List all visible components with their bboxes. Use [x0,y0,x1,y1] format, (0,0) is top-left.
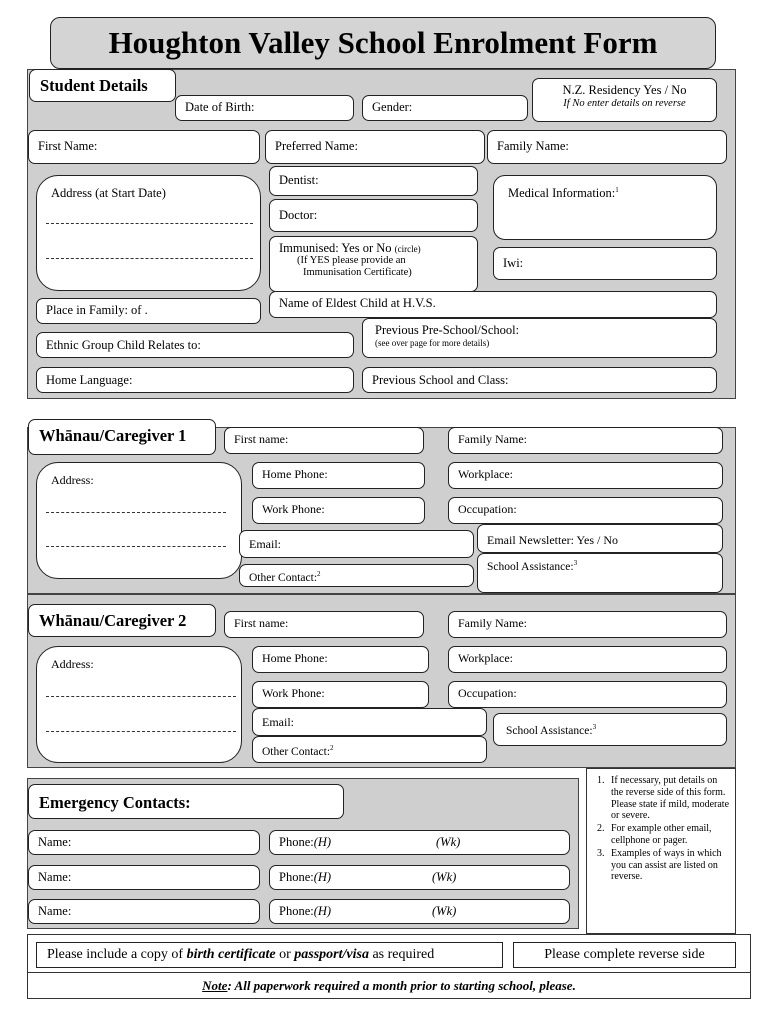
cg1-email-field[interactable]: Email: [239,530,474,558]
cg2-other-contact-field[interactable] [252,736,487,763]
reverse-notice: Please complete reverse side [513,942,736,968]
family-name-field[interactable]: Family Name: [487,130,727,164]
ethnic-group-field[interactable]: Ethnic Group Child Relates to: [36,332,354,358]
cg2-family-name-field[interactable]: Family Name: [448,611,727,638]
place-in-family-field[interactable]: Place in Family: of . [36,298,261,324]
immunised-note: Immunisation Certificate) [303,267,412,279]
emergency-heading: Emergency Contacts: [28,784,344,819]
previous-school-field[interactable] [362,318,717,358]
home-phone-label: (H) [313,904,332,918]
cg1-work-phone-field[interactable]: Work Phone: [252,497,425,524]
dentist-field[interactable]: Dentist: [269,166,478,196]
cg1-address-label: Address: [51,473,94,487]
footnote-ref: 2 [330,744,334,752]
phone-label: Phone: [279,904,314,918]
cg1-workplace-field[interactable]: Workplace: [448,462,723,489]
address-line [46,223,253,224]
cg1-home-phone-field[interactable]: Home Phone: [252,462,425,489]
preferred-name-field[interactable]: Preferred Name: [265,130,485,164]
phone-label: Phone: [279,835,314,849]
cg1-occupation-field[interactable]: Occupation: [448,497,723,524]
caregiver1-heading: Whānau/Caregiver 1 [28,419,216,455]
cg2-home-phone-field[interactable]: Home Phone: [252,646,429,673]
medical-field[interactable] [493,175,717,240]
home-phone-label: (H) [313,870,332,884]
emergency-phone-field[interactable] [269,830,570,855]
paperwork-note [27,972,751,999]
emergency-name-field[interactable]: Name: [28,830,260,855]
cg2-workplace-field[interactable]: Workplace: [448,646,727,673]
address-line [46,731,236,732]
address-line [46,546,226,547]
residency-note: If No enter details on reverse [563,98,686,109]
emergency-phone-field[interactable] [269,899,570,924]
footnote-ref: 3 [592,723,597,731]
work-phone-label: (Wk) [436,835,461,849]
iwi-field[interactable]: Iwi: [493,247,717,280]
cg2-address-label: Address: [51,657,94,671]
footnote-item: 1. If necessary, put details on the reverse side of this form. Please state if mild, moderate or severe. [597,775,730,822]
medical-label: Medical Information: [508,186,616,201]
footnotes-box [586,768,736,934]
first-name-field[interactable]: First Name: [28,130,260,164]
immunised-note: (If YES please provide an [297,255,406,267]
immunised-label: Immunised: Yes or No (circle) [279,241,421,255]
gender-field[interactable]: Gender: [362,95,528,121]
doctor-field[interactable]: Doctor: [269,199,478,232]
cg2-address-field[interactable] [36,646,242,763]
previous-school-note: (see over page for more details) [375,338,490,348]
birth-certificate-text: birth certificate [186,947,276,962]
cg1-first-name-field[interactable]: First name: [224,427,424,454]
eldest-child-field[interactable]: Name of Eldest Child at H.V.S. [269,291,717,318]
previous-school-label: Previous Pre-School/School: [375,323,520,337]
cg1-family-name-field[interactable]: Family Name: [448,427,723,454]
include-notice: Please include a copy of birth certificate or passport/visa as required [36,942,503,968]
note-text: : All paperwork required a month prior to starting school, please. [227,978,576,993]
emergency-phone-field[interactable] [269,865,570,890]
cg1-other-contact-label: Other Contact: [249,571,318,584]
footnote-item: 3. Examples of ways in which you can assist are listed on reverse. [597,847,722,883]
cg2-occupation-field[interactable]: Occupation: [448,681,727,708]
residency-field[interactable] [532,78,717,122]
cg1-newsletter-field[interactable]: Email Newsletter: Yes / No [477,524,723,553]
phone-label: Phone: [279,870,314,884]
address-line [46,258,253,259]
home-phone-label: (H) [313,835,332,849]
work-phone-label: (Wk) [432,870,457,884]
residency-label: N.Z. Residency Yes / No [562,83,687,97]
passport-text: passport/visa [294,947,369,962]
caregiver2-heading: Whānau/Caregiver 2 [28,604,216,637]
cg2-assistance-label: School Assistance: [506,724,593,737]
footnote-ref: 2 [317,570,321,578]
emergency-name-field[interactable]: Name: [28,899,260,924]
cg1-other-contact-field[interactable] [239,564,474,587]
immunised-field[interactable] [269,236,478,292]
work-phone-label: (Wk) [432,904,457,918]
student-address-label: Address (at Start Date) [51,186,166,200]
form-title: Houghton Valley School Enrolment Form [50,17,716,69]
cg2-assistance-field[interactable] [493,713,727,746]
previous-class-field[interactable]: Previous School and Class: [362,367,717,393]
emergency-name-field[interactable]: Name: [28,865,260,890]
cg2-other-contact-label: Other Contact: [262,745,331,758]
cg1-assistance-label: School Assistance: [487,560,574,573]
address-line [46,696,236,697]
home-language-field[interactable]: Home Language: [36,367,354,393]
cg1-address-field[interactable] [36,462,242,579]
cg1-assistance-field[interactable] [477,553,723,593]
footnote-item: 2. For example other email, cellphone or pager. [597,823,712,846]
cg2-first-name-field[interactable]: First name: [224,611,424,638]
footnote-ref: 3 [573,559,578,567]
address-line [46,512,226,513]
dob-field[interactable]: Date of Birth: [175,95,354,121]
student-heading: Student Details [29,69,176,102]
cg2-email-field[interactable]: Email: [252,708,487,736]
footnote-ref: 1 [615,186,619,194]
note-label: Note [202,978,228,993]
student-address-field[interactable] [36,175,261,291]
cg2-work-phone-field[interactable]: Work Phone: [252,681,429,708]
